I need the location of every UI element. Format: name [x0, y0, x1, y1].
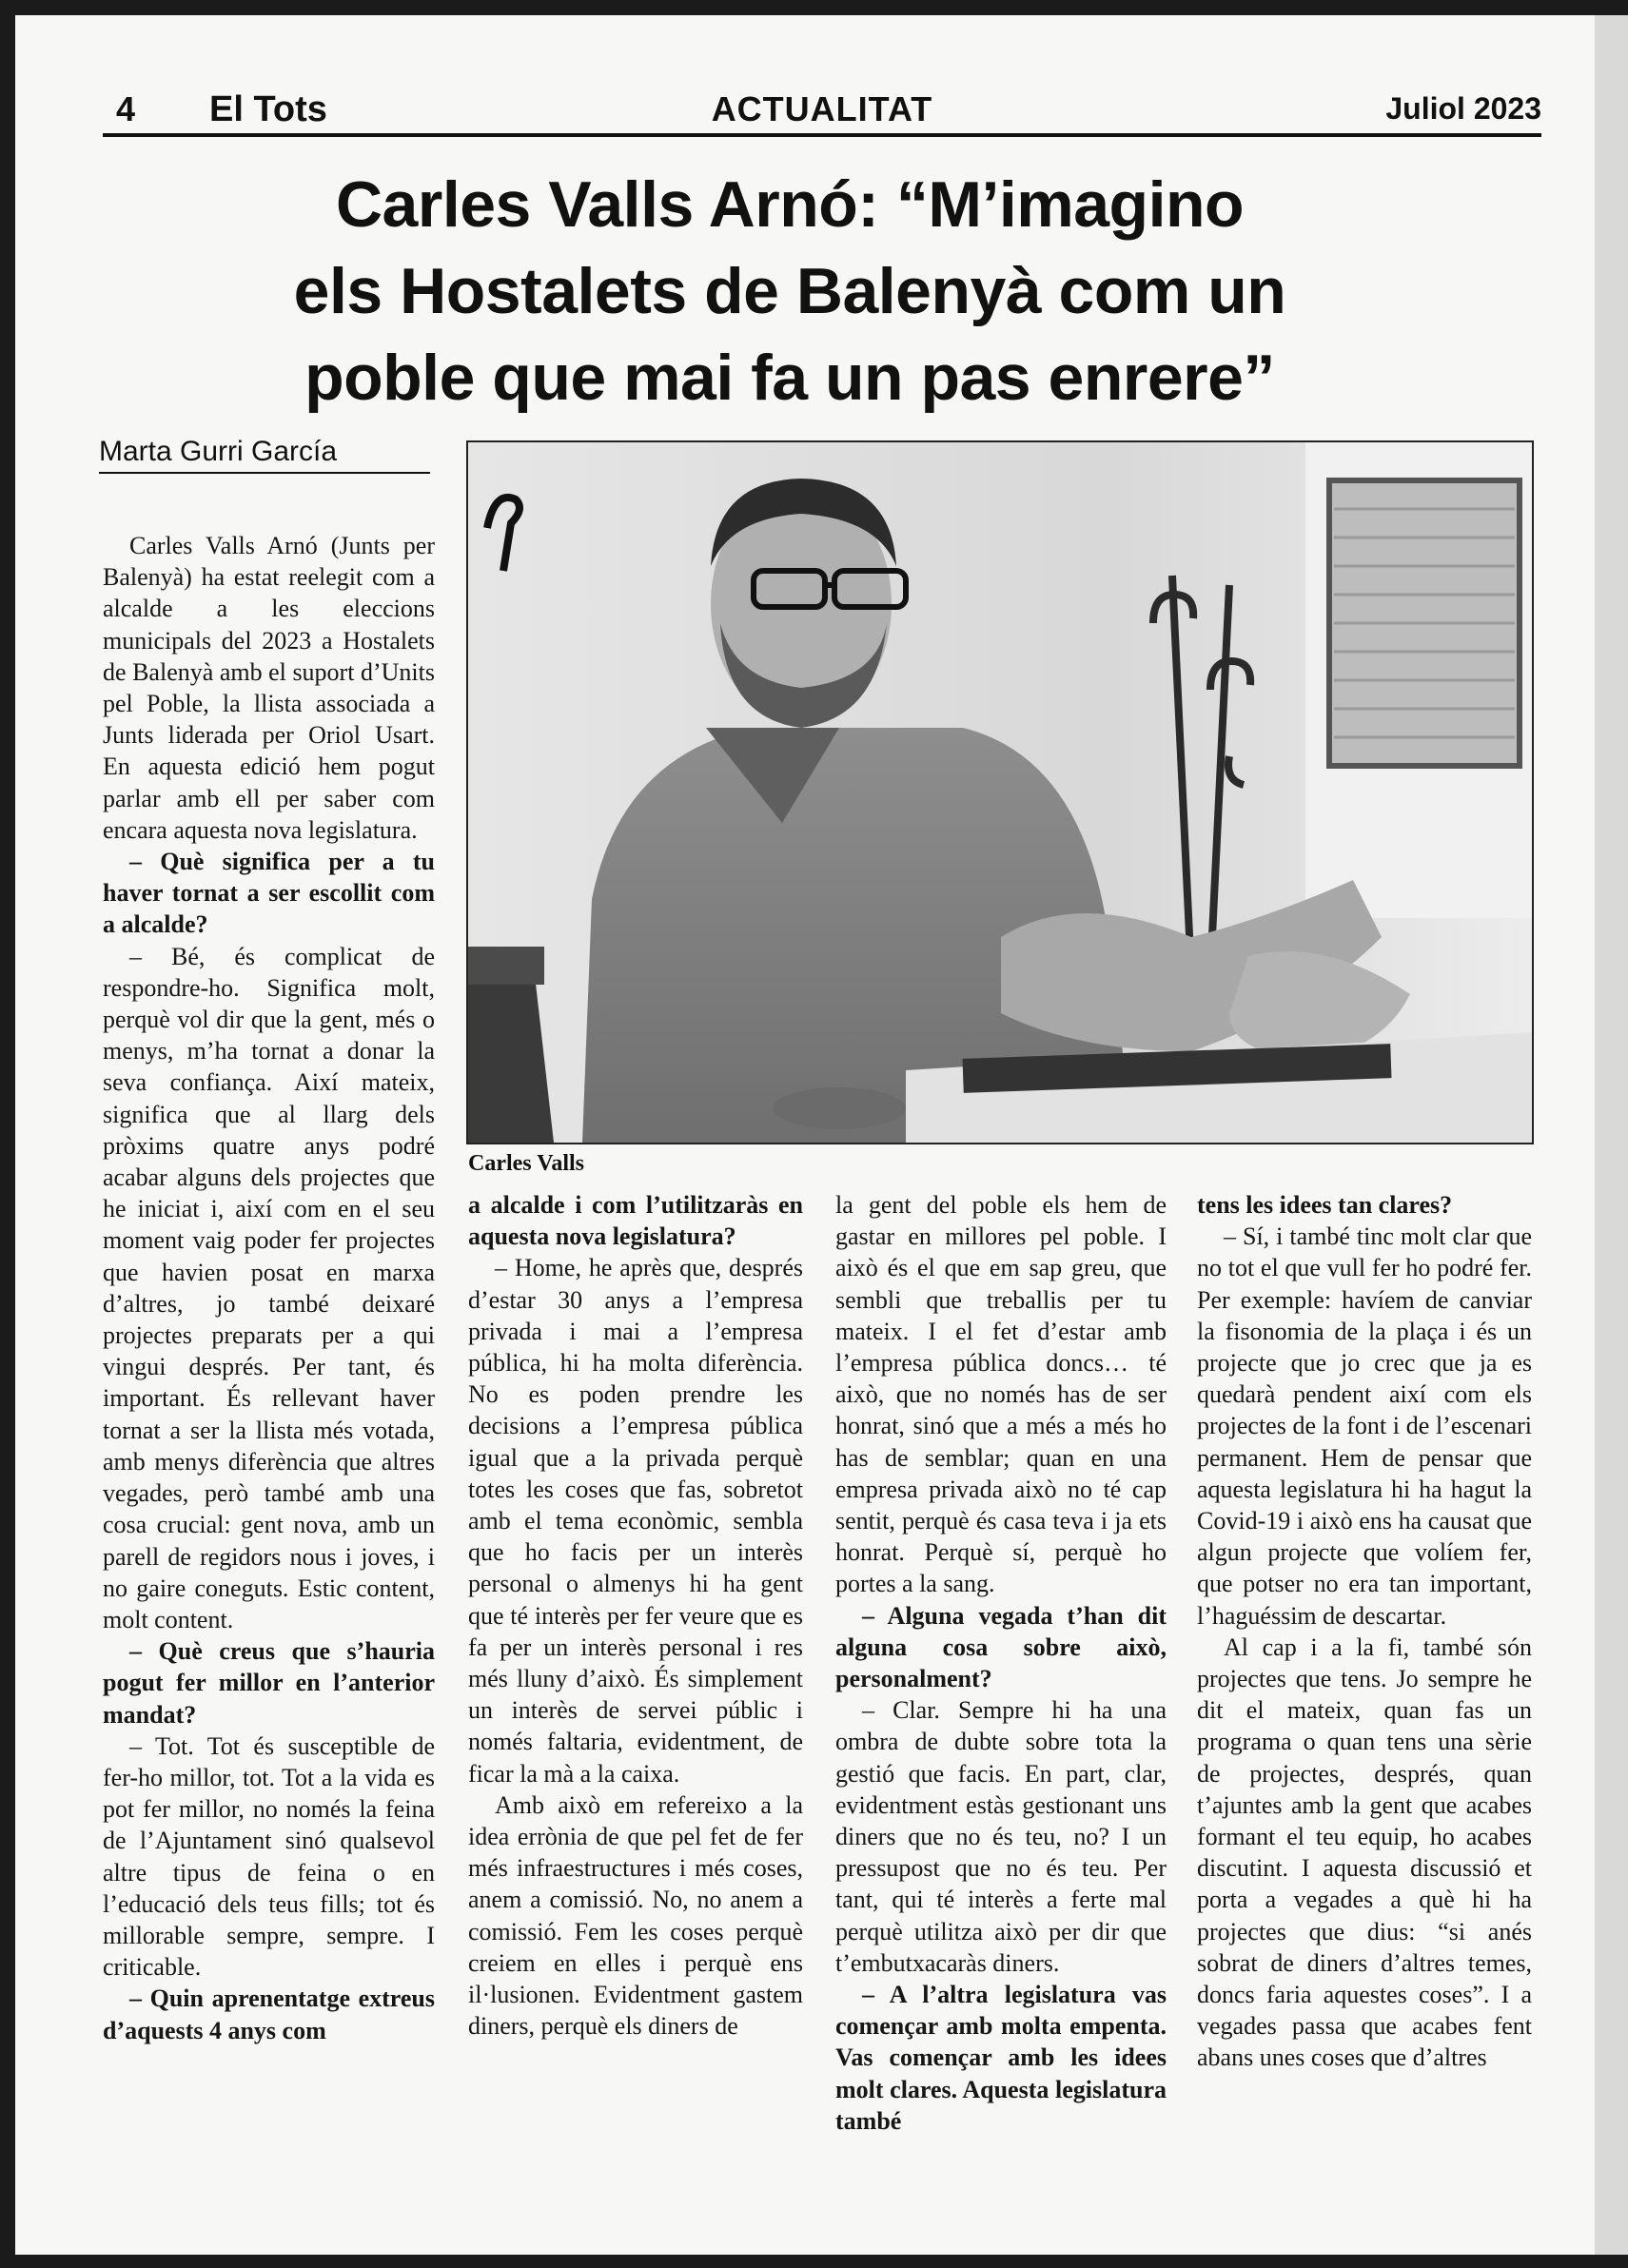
headline-line: els Hostalets de Balenyà com un: [293, 255, 1286, 327]
interview-answer: – Tot. Tot és susceptible de fer-ho millor, tot. Tot a la vida es pot fer millor, no només la feina de l’Ajuntament sinó qualsevol altre tipus de feina o en l’educació dels teus fills; tot és millorable sempre, sempre. I criticable.: [103, 1731, 435, 1982]
body-paragraph-continued: la gent del poble els hem de gastar en millores pel poble. I això és el que em sap greu, que sembli que treballis per tu mateix. I el fet d’estar amb l’empresa pública doncs… té això, que no només has de ser honrat, sinó que a més a més ho has de semblar; quan en una empresa privada això no té cap sentit, perquè és casa teva i ja ets honrat. Perquè sí, perquè ho portes a la sang.: [835, 1191, 1167, 1598]
interview-answer: – Home, he après que, després d’estar 30 anys a l’empresa privada i mai a l’empresa pública, hi ha molta diferència. No es poden prendre les decisions a l’empresa pública igual que a la privada perquè totes les coses que fas, sobretot amb el tema econòmic, sembla que ho facis per un interès personal o almenys hi ha gent que té interès per fer veure que es fa per un interès personal i res més lluny d’això. És simplement un interès de servei públic i només faltaria, evidentment, de ficar la mà a la caixa.: [468, 1254, 803, 1788]
interview-answer: – Bé, és complicat de respondre-ho. Significa molt, perquè vol dir que la gent, més o menys, m’ha tornat a donar la seva confiança. Així mateix, significa que al llarg dels pròxims quatre anys podré acabar alguns dels projectes que he iniciat i, així com en el seu moment vaig poder fer projectes que havien posat en marxa d’altres, jo també deixaré projectes preparats per a qui vingui després. Per tant, és important. És rellevant haver tornat a ser la llista més votada, amb menys diferència que altres vegades, però també amb una cosa crucial: gent nova, amb un parell de regidors nous i joves, i no gaire coneguts. Estic content, molt content.: [103, 942, 435, 1633]
publication-name: El Tots: [209, 89, 327, 129]
interview-question: – Alguna vegada t’han dit alguna cosa sobre això, personalment?: [835, 1601, 1167, 1693]
page-number: 4: [116, 89, 136, 128]
interview-photo: [466, 440, 1534, 1144]
article-column-1: [103, 530, 435, 2046]
photo-illustration: [468, 442, 1532, 1143]
interview-question: – Quin aprenentatge extreus d’aquests 4 anys com: [103, 1984, 435, 2044]
byline: Marta Gurri García: [99, 436, 430, 474]
intro-paragraph: Carles Valls Arnó (Junts per Balenyà) ha estat reelegit com a alcalde a les eleccions municipals del 2023 a Hostalets de Balenyà amb el suport d’Units pel Poble, la llista associada a Junts liderada per Oriol Usart. En aquesta edició hem pogut parlar amb ell per saber com encara aquesta nova legislatura.: [103, 532, 435, 844]
interview-question-continued: a alcalde i com l’utilitzaràs en aquesta nova legislatura?: [468, 1191, 803, 1251]
issue-date: Juliol 2023: [1385, 91, 1541, 126]
interview-answer: – Sí, i també tinc molt clar que no tot el que vull fer ho podré fer. Per exemple: havíem de canviar la fisonomia de la plaça i és un projecte que jo crec que ja es quedarà pendent així com els projectes de la font i de l’escenari permanent. Hem de pensar que aquesta legislatura hi ha hagut la Covid-19 i això ens ha causat que algun projecte que volíem fer, que potser no era tan important, l’haguéssim de descartar.: [1197, 1222, 1532, 1630]
interview-question: – Què creus que s’hauria pogut fer millor en l’anterior mandat?: [103, 1637, 435, 1729]
article-column-3: [835, 1189, 1167, 2137]
article-column-2: [468, 1189, 803, 2042]
article-column-4: [1197, 1189, 1532, 2074]
photo-caption: Carles Valls: [468, 1151, 585, 1176]
headline-line: Carles Valls Arnó: “M’imagino: [335, 168, 1245, 241]
section-title: ACTUALITAT: [711, 89, 933, 128]
body-paragraph: Amb això em refereixo a la idea errònia de que pel fet de fer més infraestructures i més coses, anem a comissió. No, no anem a comissió. Fem les coses perquè creiem en elles i perquè ens il·lusionen. Evidentment gastem diners, perquè els diners de: [468, 1790, 803, 2041]
next-page-edge: [1595, 15, 1628, 2255]
interview-question-continued: tens les idees tan clares?: [1197, 1191, 1453, 1219]
interview-question: – A l’altra legislatura vas començar amb molta empenta. Vas començar amb les idees molt clares. Aquesta legislatura també: [835, 1981, 1167, 2135]
headline-line: poble que mai fa un pas enrere”: [304, 342, 1275, 414]
article-headline: [171, 162, 1408, 421]
interview-question: – Què significa per a tu haver tornat a ser escollit com a alcalde?: [103, 848, 435, 939]
running-head: [103, 78, 1541, 137]
interview-answer: – Clar. Sempre hi ha una ombra de dubte sobre tota la gestió que facis. En part, clar, evidentment estàs gestionant uns diners que no és teu, no? I un pressupost que no és teu. Per tant, qui té interès a ferte mal perquè utilitza això per dir que t’embutxacaràs diners.: [835, 1696, 1167, 1977]
body-paragraph: Al cap i a la fi, també són projectes que tens. Jo sempre he dit el mateix, quan fas un programa o quan tens una sèrie de projectes, després, quan t’ajuntes amb la gent que acabes formant el teu equip, ho acabes discutint. I aquesta discussió et porta a vegades a què hi ha projectes que dius: “si anés sobrat de diners d’altres temes, doncs faria aquestes coses”. I a vegades passa que acabes fent abans unes coses que d’altres: [1197, 1633, 1532, 2072]
